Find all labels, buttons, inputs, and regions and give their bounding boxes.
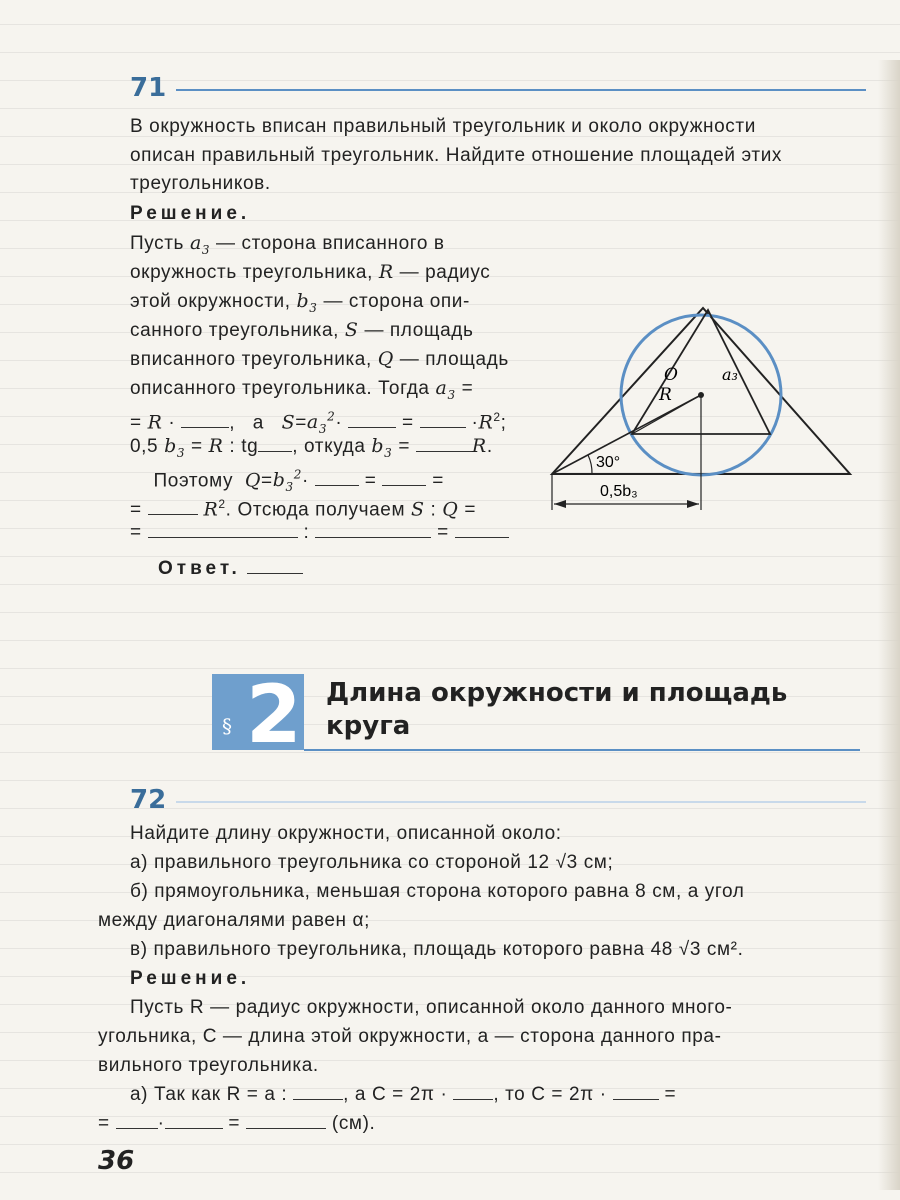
dimension-arrow-right <box>687 500 699 508</box>
problem-71-line-11: = : = <box>130 519 510 548</box>
label-R: R <box>659 385 672 405</box>
problem-72-solution-a: а) Так как R = a : , а C = 2π · , то C = 2π · = <box>130 1081 820 1110</box>
answer-blank[interactable] <box>246 1110 326 1129</box>
problem-72-solution-heading: Решение. <box>130 968 251 989</box>
answer-blank[interactable] <box>148 519 298 538</box>
label-a3: a₃ <box>722 365 738 384</box>
problem-71-answer: Ответ. <box>158 555 538 584</box>
problem-72-solution-line-3: вильного треугольника. <box>98 1055 319 1076</box>
problem-72-solution-line-2: угольника, C — длина этой окружности, a — сторона данного пра- <box>98 1026 722 1047</box>
answer-blank[interactable] <box>148 496 198 515</box>
answer-blank[interactable] <box>116 1110 158 1129</box>
problem-72-rule <box>176 801 866 803</box>
geometry-figure <box>540 300 860 530</box>
section-number: 2 <box>246 668 302 761</box>
problem-72-solution-a-cont: = · = (см). <box>98 1110 823 1139</box>
page-number: 36 <box>98 1146 135 1176</box>
problem-71-statement: В окружность вписан правильный треугольник и около окружности описан правильный треугольник. Найдите отношение площадей этих треугольников. <box>130 116 783 194</box>
answer-blank[interactable] <box>315 467 359 486</box>
answer-blank[interactable] <box>258 433 292 452</box>
problem-72-item-c: в) правильного треугольника, площадь которого равна 48 √3 см². <box>130 939 744 960</box>
problem-71-line-4: санного треугольника, S — площадь <box>130 319 474 341</box>
problem-72-item-b-cont: между диагоналями равен α; <box>98 910 370 931</box>
label-O: O <box>664 365 678 385</box>
answer-blank[interactable] <box>382 467 426 486</box>
section-rule <box>304 749 860 751</box>
answer-blank[interactable] <box>293 1081 343 1100</box>
problem-72-solution-line-1: Пусть R — радиус окружности, описанной около данного много- <box>130 997 733 1018</box>
answer-blank[interactable] <box>455 519 509 538</box>
problem-71-line-10: = $R^2$. Отсюда получаем S : Q = <box>130 497 477 521</box>
problem-72-intro: Найдите длину окружности, описанной около: <box>130 823 562 844</box>
answer-blank[interactable] <box>181 409 229 428</box>
center-point <box>698 392 704 398</box>
problem-71-line-8: 0,5 $b_3 = R$ : tg , откуда $b_3 = R$. <box>130 435 493 460</box>
problem-72-number: 72 <box>130 785 167 815</box>
section-badge <box>212 668 304 761</box>
section-title: Длина окружности и площадь круга <box>326 678 788 741</box>
page-edge-shadow <box>878 60 900 1190</box>
answer-blank[interactable] <box>420 409 466 428</box>
problem-71-line-7: = R · , а $S=a_3^2\cdot = \cdot R^2$; <box>130 410 507 437</box>
answer-blank[interactable] <box>348 409 396 428</box>
label-angle: 30° <box>596 454 621 471</box>
problem-71-solution-heading: Решение. <box>130 203 251 224</box>
problem-71-rule <box>176 89 866 91</box>
answer-blank[interactable] <box>613 1081 659 1100</box>
answer-blank[interactable] <box>247 555 303 574</box>
answer-blank[interactable] <box>453 1081 493 1100</box>
problem-71-line-6: описанного треугольника. Тогда $a_3$ = <box>130 377 474 402</box>
problem-72-item-b: б) прямоугольника, меньшая сторона которого равна 8 см, а угол <box>130 881 745 902</box>
section-sign: § <box>222 714 232 738</box>
problem-71-line-1: Пусть $a_3$ — сторона вписанного в <box>130 232 445 257</box>
problem-72-item-a: а) правильного треугольника со стороной 12 √3 см; <box>130 852 614 873</box>
problem-71-line-2: окружность треугольника, R — радиус <box>130 261 491 283</box>
problem-71-line-5: вписанного треугольника, Q — площадь <box>130 348 509 370</box>
answer-blank[interactable] <box>416 433 472 452</box>
label-half-b3: 0,5b₃ <box>600 483 638 500</box>
answer-blank[interactable] <box>165 1110 223 1129</box>
dimension-arrow-left <box>554 500 566 508</box>
problem-71-line-9: Поэтому $Q=b_3^2\cdot$ = = <box>153 468 444 495</box>
problem-71-number: 71 <box>130 73 167 103</box>
answer-blank[interactable] <box>315 519 431 538</box>
angle-arc <box>588 455 592 474</box>
problem-71-line-3: этой окружности, $b_3$ — сторона опи- <box>130 290 470 315</box>
